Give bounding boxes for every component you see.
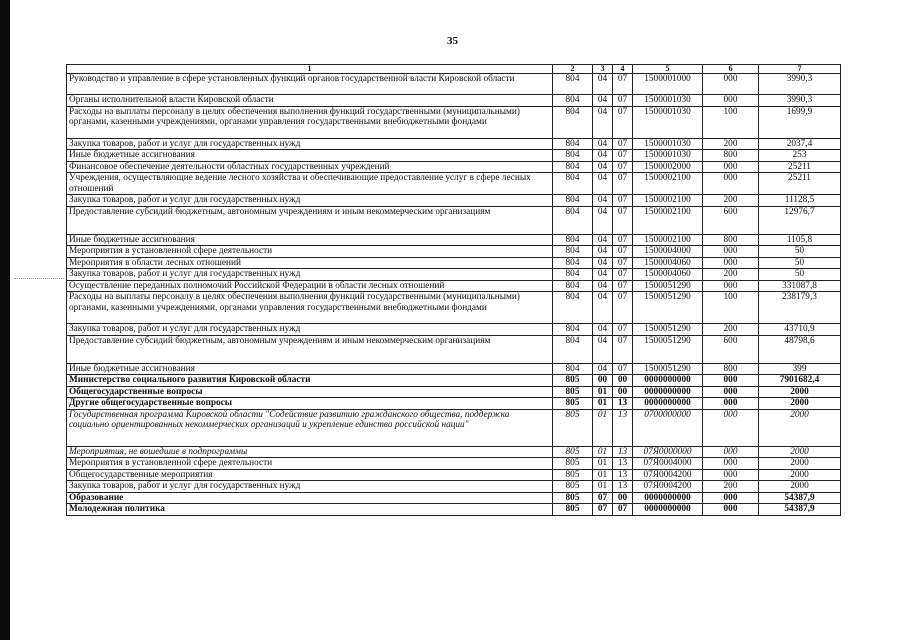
row-subsection-cell: 07 [613, 335, 633, 363]
row-section-cell: 04 [593, 206, 613, 234]
row-ved-cell: 804 [553, 280, 593, 292]
row-section-cell: 01 [593, 458, 613, 470]
table-header-row [67, 65, 841, 74]
row-amount-cell: 2000 [759, 386, 841, 398]
row-ved-cell: 804 [553, 161, 593, 173]
table-row [67, 375, 841, 387]
row-target-article-cell: 07Я0004200 [633, 469, 703, 481]
row-name-cell: Государственная программа Кировской области "Содействие развитию гражданского общества, поддержка социально ориентированных некоммерческих организаций и укрепление единства российской нации" [67, 409, 553, 446]
row-expense-type-cell: 200 [703, 324, 759, 336]
row-expense-type-cell: 000 [703, 95, 759, 107]
row-ved-cell: 804 [553, 363, 593, 375]
row-expense-type-cell: 000 [703, 504, 759, 516]
row-target-article-cell: 07Я0000000 [633, 446, 703, 458]
row-target-article-cell: 0000000000 [633, 375, 703, 387]
table-row [67, 206, 841, 234]
row-target-article-cell: 1500004000 [633, 246, 703, 258]
row-section-cell: 07 [593, 504, 613, 516]
row-ved-cell: 805 [553, 458, 593, 470]
row-name-cell: Мероприятия в области лесных отношений [67, 257, 553, 269]
row-section-cell: 04 [593, 257, 613, 269]
row-ved-cell: 804 [553, 74, 593, 95]
row-target-article-cell: 1500051290 [633, 280, 703, 292]
table-row [67, 269, 841, 281]
row-expense-type-cell: 100 [703, 292, 759, 324]
row-subsection-cell: 07 [613, 292, 633, 324]
row-expense-type-cell: 000 [703, 492, 759, 504]
row-name-cell: Финансовое обеспечение деятельности областных государственных учреждений [67, 161, 553, 173]
row-target-article-cell: 0000000000 [633, 386, 703, 398]
table-row [67, 257, 841, 269]
table-row [67, 458, 841, 470]
row-section-cell: 04 [593, 161, 613, 173]
row-section-cell: 04 [593, 292, 613, 324]
row-subsection-cell: 00 [613, 492, 633, 504]
row-amount-cell: 3990,3 [759, 95, 841, 107]
row-expense-type-cell: 200 [703, 481, 759, 493]
row-ved-cell: 804 [553, 95, 593, 107]
row-section-cell: 01 [593, 469, 613, 481]
row-section-cell: 04 [593, 95, 613, 107]
row-ved-cell: 805 [553, 446, 593, 458]
row-amount-cell: 2037,4 [759, 138, 841, 150]
row-section-cell: 07 [593, 492, 613, 504]
row-name-cell: Учреждения, осуществляющие ведение лесного хозяйства и обеспечивающие предоставление услуг в сфере лесных отношений [67, 173, 553, 195]
row-name-cell: Закупка товаров, работ и услуг для государственных нужд [67, 138, 553, 150]
row-ved-cell: 804 [553, 206, 593, 234]
row-subsection-cell: 07 [613, 234, 633, 246]
row-section-cell: 04 [593, 195, 613, 207]
row-expense-type-cell: 800 [703, 234, 759, 246]
row-subsection-cell: 00 [613, 375, 633, 387]
table-row [67, 409, 841, 446]
row-ved-cell: 804 [553, 246, 593, 258]
table-row [67, 324, 841, 336]
row-expense-type-cell: 800 [703, 363, 759, 375]
row-amount-cell: 253 [759, 150, 841, 162]
row-name-cell: Закупка товаров, работ и услуг для государственных нужд [67, 195, 553, 207]
row-target-article-cell: 1500001030 [633, 106, 703, 138]
row-ved-cell: 804 [553, 234, 593, 246]
scan-edge-bar [0, 0, 10, 640]
row-amount-cell: 54387,9 [759, 504, 841, 516]
row-ved-cell: 804 [553, 292, 593, 324]
table-row [67, 234, 841, 246]
row-ved-cell: 805 [553, 386, 593, 398]
row-target-article-cell: 1500051290 [633, 292, 703, 324]
row-amount-cell: 2000 [759, 398, 841, 410]
row-name-cell: Молодежная политика [67, 504, 553, 516]
row-expense-type-cell: 800 [703, 150, 759, 162]
table-row [67, 335, 841, 363]
row-target-article-cell: 0700000000 [633, 409, 703, 446]
row-section-cell: 04 [593, 150, 613, 162]
row-ved-cell: 804 [553, 269, 593, 281]
row-name-cell: Органы исполнительной власти Кировской области [67, 95, 553, 107]
row-target-article-cell: 1500001030 [633, 138, 703, 150]
row-target-article-cell: 1500002100 [633, 206, 703, 234]
row-subsection-cell: 07 [613, 324, 633, 336]
table-row [67, 161, 841, 173]
table-row [67, 446, 841, 458]
row-amount-cell: 1105,8 [759, 234, 841, 246]
table-row [67, 292, 841, 324]
row-target-article-cell: 1500002000 [633, 161, 703, 173]
row-section-cell: 01 [593, 409, 613, 446]
header-cell-7: 7 [759, 65, 841, 74]
table-row [67, 173, 841, 195]
table-row [67, 481, 841, 493]
row-ved-cell: 804 [553, 195, 593, 207]
row-section-cell: 04 [593, 246, 613, 258]
row-subsection-cell: 07 [613, 106, 633, 138]
row-name-cell: Мероприятия, не вошедшие в подпрограммы [67, 446, 553, 458]
row-ved-cell: 804 [553, 150, 593, 162]
row-section-cell: 04 [593, 106, 613, 138]
row-section-cell: 04 [593, 173, 613, 195]
table-row [67, 74, 841, 95]
row-target-article-cell: 1500002100 [633, 195, 703, 207]
row-section-cell: 04 [593, 74, 613, 95]
row-expense-type-cell: 000 [703, 257, 759, 269]
row-expense-type-cell: 000 [703, 375, 759, 387]
row-subsection-cell: 13 [613, 469, 633, 481]
row-amount-cell: 50 [759, 269, 841, 281]
table-row [67, 95, 841, 107]
row-amount-cell: 25211 [759, 161, 841, 173]
row-amount-cell: 54387,9 [759, 492, 841, 504]
row-amount-cell: 2000 [759, 458, 841, 470]
row-ved-cell: 804 [553, 138, 593, 150]
row-target-article-cell: 07Я0004200 [633, 481, 703, 493]
row-name-cell: Общегосударственные мероприятия [67, 469, 553, 481]
row-target-article-cell: 1500051290 [633, 324, 703, 336]
row-amount-cell: 2000 [759, 469, 841, 481]
row-amount-cell: 399 [759, 363, 841, 375]
table-row [67, 280, 841, 292]
row-target-article-cell: 1500001030 [633, 150, 703, 162]
table-row [67, 138, 841, 150]
row-amount-cell: 7901682,4 [759, 375, 841, 387]
row-expense-type-cell: 000 [703, 446, 759, 458]
row-subsection-cell: 07 [613, 138, 633, 150]
row-expense-type-cell: 000 [703, 386, 759, 398]
row-name-cell: Закупка товаров, работ и услуг для государственных нужд [67, 324, 553, 336]
row-ved-cell: 804 [553, 335, 593, 363]
row-amount-cell: 3990,3 [759, 74, 841, 95]
row-amount-cell: 331087,8 [759, 280, 841, 292]
row-ved-cell: 804 [553, 106, 593, 138]
row-name-cell: Образование [67, 492, 553, 504]
row-expense-type-cell: 100 [703, 106, 759, 138]
table-row [67, 106, 841, 138]
row-subsection-cell: 00 [613, 386, 633, 398]
table-row [67, 492, 841, 504]
row-section-cell: 01 [593, 386, 613, 398]
table-row [67, 398, 841, 410]
row-expense-type-cell: 000 [703, 246, 759, 258]
row-expense-type-cell: 000 [703, 398, 759, 410]
row-ved-cell: 805 [553, 409, 593, 446]
row-name-cell: Предоставление субсидий бюджетным, автономным учреждениям и иным некоммерческим организациям [67, 335, 553, 363]
header-cell-2: 2 [553, 65, 593, 74]
row-subsection-cell: 07 [613, 257, 633, 269]
row-subsection-cell: 07 [613, 269, 633, 281]
row-name-cell: Мероприятия в установленной сфере деятельности [67, 246, 553, 258]
row-expense-type-cell: 200 [703, 269, 759, 281]
row-amount-cell: 238179,3 [759, 292, 841, 324]
row-name-cell: Мероприятия в установленной сфере деятельности [67, 458, 553, 470]
row-name-cell: Иные бюджетные ассигнования [67, 363, 553, 375]
row-section-cell: 04 [593, 269, 613, 281]
row-ved-cell: 805 [553, 469, 593, 481]
row-subsection-cell: 07 [613, 195, 633, 207]
table-row [67, 195, 841, 207]
row-expense-type-cell: 200 [703, 195, 759, 207]
row-amount-cell: 25211 [759, 173, 841, 195]
row-subsection-cell: 13 [613, 409, 633, 446]
row-section-cell: 04 [593, 280, 613, 292]
table-row [67, 469, 841, 481]
row-subsection-cell: 13 [613, 398, 633, 410]
row-subsection-cell: 07 [613, 173, 633, 195]
row-expense-type-cell: 200 [703, 138, 759, 150]
row-subsection-cell: 07 [613, 504, 633, 516]
row-target-article-cell: 1500001030 [633, 95, 703, 107]
row-subsection-cell: 07 [613, 363, 633, 375]
row-name-cell: Расходы на выплаты персоналу в целях обеспечения выполнения функций государственными (муниципальными) органами, казенными учреждениями, органами управления государственными внебюджетными фондами [67, 292, 553, 324]
row-expense-type-cell: 600 [703, 206, 759, 234]
row-amount-cell: 11128,5 [759, 195, 841, 207]
row-subsection-cell: 07 [613, 206, 633, 234]
row-name-cell: Предоставление субсидий бюджетным, автономным учреждениям и иным некоммерческим организациям [67, 206, 553, 234]
row-amount-cell: 50 [759, 246, 841, 258]
row-name-cell: Осуществление переданных полномочий Российской Федерации в области лесных отношений [67, 280, 553, 292]
row-section-cell: 01 [593, 398, 613, 410]
table-row [67, 150, 841, 162]
row-target-article-cell: 1500004060 [633, 257, 703, 269]
row-section-cell: 01 [593, 481, 613, 493]
row-amount-cell: 2000 [759, 409, 841, 446]
row-section-cell: 01 [593, 446, 613, 458]
header-cell-6: 6 [703, 65, 759, 74]
row-name-cell: Расходы на выплаты персоналу в целях обеспечения выполнения функций государственными (муниципальными) органами, казенными учреждениями, органами управления государственными внебюджетными фондами [67, 106, 553, 138]
row-expense-type-cell: 000 [703, 469, 759, 481]
row-subsection-cell: 07 [613, 74, 633, 95]
row-ved-cell: 805 [553, 375, 593, 387]
row-section-cell: 04 [593, 335, 613, 363]
row-section-cell: 04 [593, 234, 613, 246]
row-subsection-cell: 13 [613, 481, 633, 493]
row-subsection-cell: 13 [613, 446, 633, 458]
header-cell-4: 4 [613, 65, 633, 74]
row-target-article-cell: 1500001000 [633, 74, 703, 95]
row-subsection-cell: 07 [613, 150, 633, 162]
row-target-article-cell: 07Я0004000 [633, 458, 703, 470]
row-ved-cell: 805 [553, 492, 593, 504]
table-row [67, 246, 841, 258]
budget-table [66, 64, 841, 516]
row-subsection-cell: 13 [613, 458, 633, 470]
table-row [67, 504, 841, 516]
row-expense-type-cell: 000 [703, 173, 759, 195]
row-subsection-cell: 07 [613, 161, 633, 173]
row-subsection-cell: 07 [613, 280, 633, 292]
row-section-cell: 04 [593, 324, 613, 336]
row-amount-cell: 48798,6 [759, 335, 841, 363]
row-target-article-cell: 1500002100 [633, 173, 703, 195]
row-section-cell: 04 [593, 363, 613, 375]
scan-dotted-mark [14, 278, 64, 279]
row-name-cell: Другие общегосударственные вопросы [67, 398, 553, 410]
row-target-article-cell: 0000000000 [633, 504, 703, 516]
row-name-cell: Иные бюджетные ассигнования [67, 150, 553, 162]
row-name-cell: Закупка товаров, работ и услуг для государственных нужд [67, 269, 553, 281]
row-ved-cell: 805 [553, 481, 593, 493]
row-expense-type-cell: 600 [703, 335, 759, 363]
row-name-cell: Руководство и управление в сфере установленных функций органов государственной власти Кировской области [67, 74, 553, 95]
row-amount-cell: 1699,9 [759, 106, 841, 138]
row-target-article-cell: 1500002100 [633, 234, 703, 246]
row-target-article-cell: 0000000000 [633, 398, 703, 410]
row-expense-type-cell: 000 [703, 161, 759, 173]
row-name-cell: Общегосударственные вопросы [67, 386, 553, 398]
row-ved-cell: 804 [553, 324, 593, 336]
header-cell-5: 5 [633, 65, 703, 74]
header-cell-1: 1 [67, 65, 553, 74]
row-amount-cell: 50 [759, 257, 841, 269]
table-row [67, 386, 841, 398]
row-amount-cell: 12976,7 [759, 206, 841, 234]
row-name-cell: Иные бюджетные ассигнования [67, 234, 553, 246]
row-target-article-cell: 1500004060 [633, 269, 703, 281]
row-expense-type-cell: 000 [703, 458, 759, 470]
row-section-cell: 00 [593, 375, 613, 387]
row-target-article-cell: 0000000000 [633, 492, 703, 504]
row-expense-type-cell: 000 [703, 74, 759, 95]
row-amount-cell: 2000 [759, 446, 841, 458]
page-number: 35 [447, 35, 458, 47]
row-expense-type-cell: 000 [703, 409, 759, 446]
row-name-cell: Закупка товаров, работ и услуг для государственных нужд [67, 481, 553, 493]
row-ved-cell: 805 [553, 398, 593, 410]
row-amount-cell: 43710,9 [759, 324, 841, 336]
header-cell-3: 3 [593, 65, 613, 74]
row-subsection-cell: 07 [613, 246, 633, 258]
table-row [67, 363, 841, 375]
row-ved-cell: 804 [553, 173, 593, 195]
row-target-article-cell: 1500051290 [633, 335, 703, 363]
row-expense-type-cell: 000 [703, 280, 759, 292]
row-section-cell: 04 [593, 138, 613, 150]
row-ved-cell: 805 [553, 504, 593, 516]
row-ved-cell: 804 [553, 257, 593, 269]
row-name-cell: Министерство социального развития Кировской области [67, 375, 553, 387]
row-subsection-cell: 07 [613, 95, 633, 107]
row-target-article-cell: 1500051290 [633, 363, 703, 375]
row-amount-cell: 2000 [759, 481, 841, 493]
